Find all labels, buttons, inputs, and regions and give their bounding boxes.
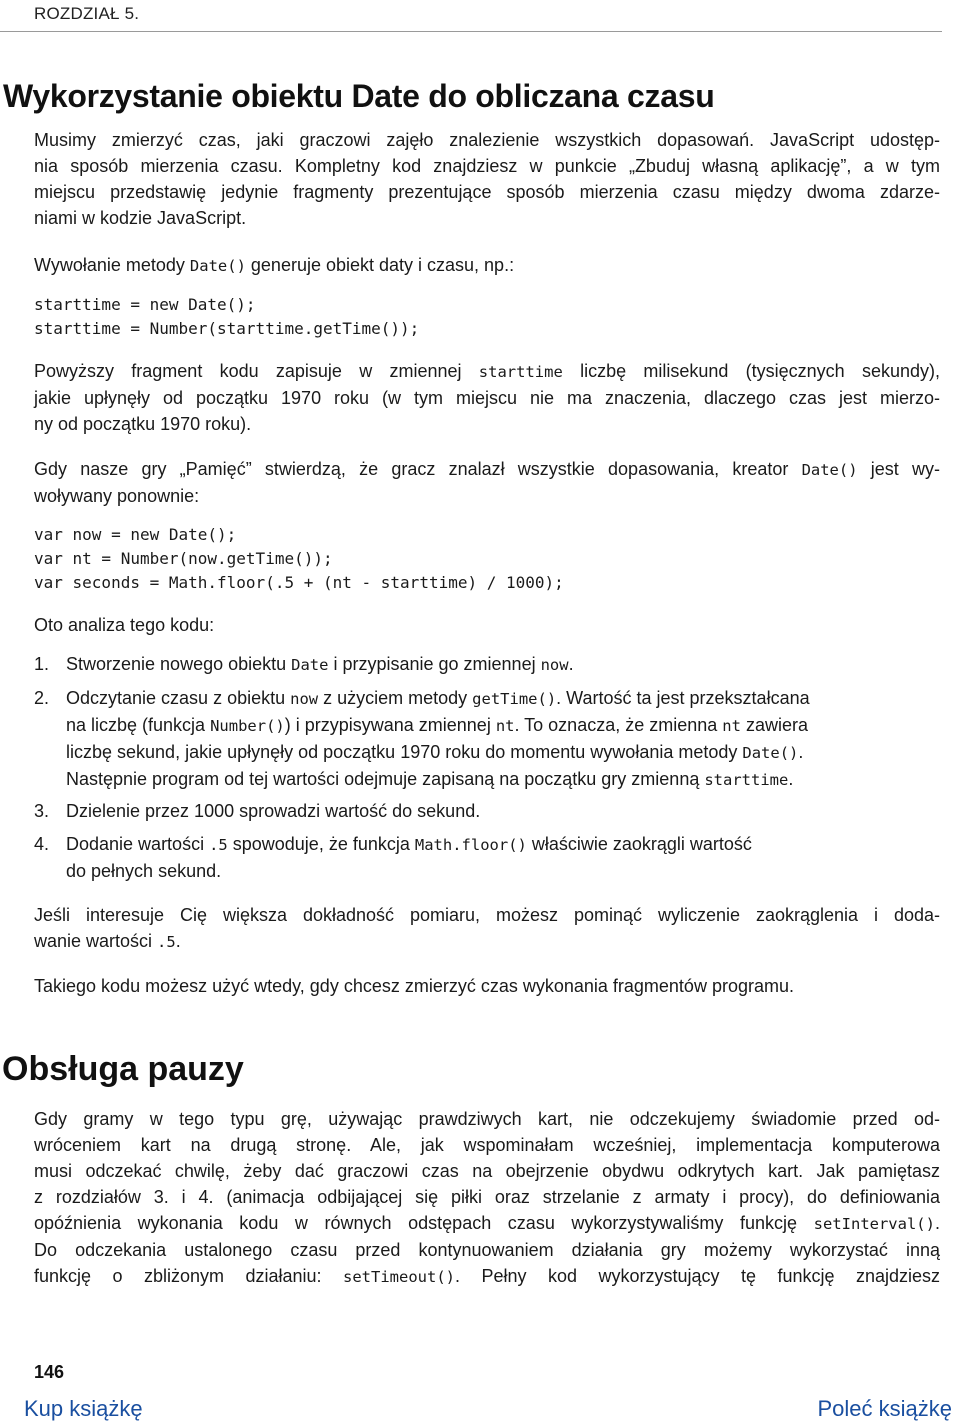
text: wanie wartości [34,931,158,951]
code-line: var nt = Number(now.getTime()); [34,549,333,568]
date-call-paragraph [34,252,940,279]
inline-code: .5 [209,836,228,854]
recommend-book-link[interactable]: Poleć książkę [817,1396,952,1421]
text: zawiera [740,715,808,735]
inline-code: Number() [210,717,285,735]
precision-paragraph [34,902,940,955]
list-number: 2. [34,688,50,708]
text: i przypisanie go zmiennej [328,654,541,674]
usage-paragraph: Takiego kodu możesz użyć wtedy, gdy chcesz zmierzyć czas wykonania fragmentów programu. [34,976,794,996]
buy-book-link[interactable]: Kup książkę [24,1396,143,1421]
intro-line: Musimy zmierzyć czas, jaki graczowi zajęło znalezienie wszystkich dopasowań. JavaScript udostęp- [34,130,940,150]
text: . [934,1213,940,1233]
text: liczbę milisekund (tysięcznych sekundy), [562,361,941,381]
text: . To oznacza, że zmienna [514,715,723,735]
text: . [568,654,574,674]
game-end-paragraph [34,456,940,509]
text-line: wróceniem kart na drugą stronę. Ale, jak wspominałam wcześniej, implementacja komputerowa [34,1135,940,1155]
pause-paragraph [34,1106,940,1290]
text: generuje obiekt daty i czasu, np.: [245,255,515,275]
list-item [34,685,940,789]
intro-line: nia sposób mierzenia czasu. Kompletny kod znajdziesz w punkcie „Zbuduj własną aplikację”, a w tym [34,156,940,176]
text: opóźnienia wykonania kodu w równych odstępach czasu wykorzystywaliśmy funkcję [34,1213,814,1233]
inline-code: Date [291,656,329,674]
text-line: Gdy gramy w tego typu grę, używając prawdziwych kart, nie odczekujemy świadomie przed od- [34,1109,940,1129]
text: z użyciem metody [318,688,473,708]
text-line: Do odczekania ustalonego czasu przed kontynuowaniem działania gry możemy wykorzystać inną [34,1240,940,1260]
text: . Wartość ta jest przekształcana [556,688,810,708]
text: Stworzenie nowego obiektu [66,654,292,674]
text: liczbę sekund, jakie upłynęły od początku 1970 roku do momentu wywołania metody [66,742,743,762]
analysis-label: Oto analiza tego kodu: [34,615,215,635]
page-number: 146 [34,1362,65,1382]
text: jest wy- [857,459,940,479]
inline-code: Date() [801,461,858,479]
code-line: starttime = Number(starttime.getTime()); [34,319,420,338]
inline-code: starttime [478,363,563,381]
inline-code: setTimeout() [343,1268,455,1286]
text: funkcję o zbliżonym działaniu: [34,1266,344,1286]
text: Dodanie wartości [66,834,210,854]
inline-code: Date() [742,744,799,762]
intro-line: niami w kodzie JavaScript. [34,208,247,228]
text: Powyższy fragment kodu zapisuje w zmiennej [34,361,479,381]
list-number: 1. [34,654,50,674]
text-line: z rozdziałów 3. i 4. (animacja odbijającej się piłki oraz strzelanie z armaty i procy), do definiowania [34,1187,940,1207]
text: Wywołanie metody [34,255,190,275]
inline-code: starttime [704,771,789,789]
text: Następnie program od tej wartości odejmuje zapisaną na początku gry zmienną [66,769,705,789]
section-title-date: Wykorzystanie obiektu Date do obliczana czasu [3,78,715,114]
list-item [34,798,940,824]
text-line: ny od początku 1970 roku). [34,414,252,434]
inline-code: nt [495,717,515,735]
list-item [34,831,940,883]
text-line: do pełnych sekund. [66,861,222,881]
text-line: woływany ponownie: [34,486,200,506]
chapter-header: ROZDZIAŁ 5. [34,4,140,23]
text: Gdy nasze gry „Pamięć” stwierdzą, że gracz znalazł wszystkie dopasowania, kreator [34,459,802,479]
inline-code: .5 [157,933,176,951]
text: Odczytanie czasu z obiektu [66,688,291,708]
starttime-explanation [34,358,940,437]
text: . [175,931,181,951]
list-item [34,651,940,677]
inline-code: Math.floor() [414,836,527,854]
code-block-seconds [34,523,564,595]
text-line: Jeśli interesuje Cię większa dokładność pomiaru, możesz pominąć wyliczenie zaokrąglenia i doda- [34,905,940,925]
inline-code: setInterval() [813,1215,935,1233]
text: . [788,769,794,789]
text: spowoduje, że funkcja [227,834,415,854]
list-number: 3. [34,801,50,821]
inline-code: now [290,690,319,708]
inline-code: getTime() [472,690,557,708]
header-divider [0,31,942,32]
inline-code: nt [722,717,741,735]
list-number: 4. [34,834,50,854]
intro-paragraph [34,127,940,231]
code-block-starttime [34,293,419,341]
inline-code: now [540,656,569,674]
text: . [798,742,804,762]
text: . Pełny kod wykorzystujący tę funkcję znajdziesz [455,1266,940,1286]
text: ) i przypisywana zmiennej [284,715,496,735]
text-line: jakie upłynęły od początku 1970 roku (w tym miejscu nie ma znaczenia, dlaczego czas jest mierzo- [34,388,940,408]
code-line: var now = new Date(); [34,525,237,544]
text: na liczbę (funkcja [66,715,211,735]
section-title-pause: Obsługa pauzy [2,1050,244,1088]
text: Dzielenie przez 1000 sprowadzi wartość do sekund. [66,801,481,821]
code-line: var seconds = Math.floor(.5 + (nt - starttime) / 1000); [34,573,564,592]
code-line: starttime = new Date(); [34,295,256,314]
text: właściwie zaokrągli wartość [526,834,752,854]
text-line: musi odczekać chwilę, żeby dać graczowi czas na obejrzenie obydwu odkrytych kart. Jak pamiętasz [34,1161,940,1181]
inline-code: Date() [189,257,246,275]
intro-line: miejscu przedstawię jedynie fragmenty prezentujące sposób mierzenia czasu między dwoma zdarze- [34,182,940,202]
